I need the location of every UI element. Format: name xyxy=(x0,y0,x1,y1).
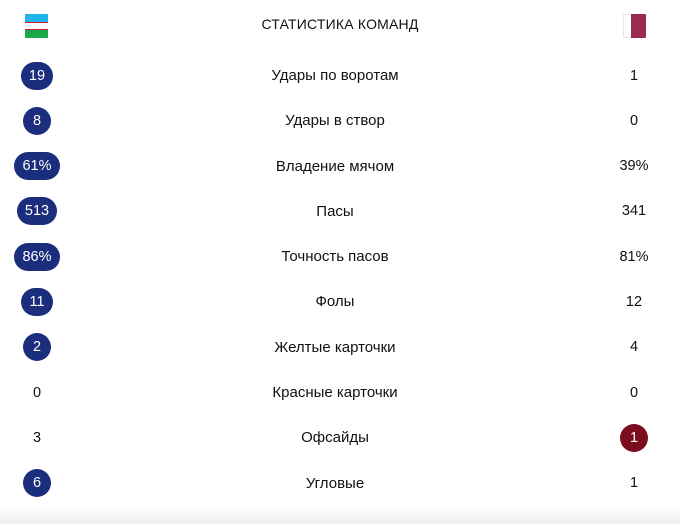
home-value-badge: 19 xyxy=(21,62,53,90)
away-value-cell xyxy=(596,144,672,189)
away-value: 4 xyxy=(629,339,639,356)
away-value: 1 xyxy=(629,67,639,84)
away-value: 81% xyxy=(619,248,649,265)
away-value-cell xyxy=(596,325,672,370)
stats-header xyxy=(0,0,680,52)
away-value: 1 xyxy=(629,475,639,492)
stat-row xyxy=(0,189,680,234)
away-value-cell xyxy=(596,98,672,143)
stat-label: Желтые карточки xyxy=(274,338,396,356)
stat-row xyxy=(0,234,680,279)
bottom-divider xyxy=(0,506,680,524)
stat-row xyxy=(0,279,680,324)
stat-row xyxy=(0,144,680,189)
home-value-cell xyxy=(0,234,74,279)
home-value-cell xyxy=(0,461,74,506)
away-value-cell xyxy=(596,53,672,98)
stat-row xyxy=(0,98,680,143)
home-value-badge: 6 xyxy=(23,469,51,497)
home-value-cell xyxy=(0,98,74,143)
home-value-cell xyxy=(0,189,74,234)
home-value-cell xyxy=(0,279,74,324)
stat-row xyxy=(0,53,680,98)
stat-row xyxy=(0,461,680,506)
home-value-cell xyxy=(0,144,74,189)
home-value-badge: 8 xyxy=(23,107,51,135)
stat-label: Удары по воротам xyxy=(271,67,399,84)
home-value-cell xyxy=(0,370,74,415)
home-value-badge: 513 xyxy=(17,197,57,225)
stat-label: Угловые xyxy=(305,474,365,492)
away-value-cell xyxy=(596,189,672,234)
stats-title: СТАТИСТИКА КОМАНД xyxy=(261,16,419,32)
stat-label: Точность пасов xyxy=(281,248,389,266)
home-value-badge: 61% xyxy=(14,152,59,180)
stat-row xyxy=(0,370,680,415)
stat-row xyxy=(0,415,680,460)
home-value-cell xyxy=(0,53,74,98)
away-value-badge: 1 xyxy=(620,424,648,452)
stat-label: Пасы xyxy=(316,202,354,220)
home-value-badge: 11 xyxy=(21,288,52,316)
away-value-cell xyxy=(596,415,672,460)
stat-label: Удары в створ xyxy=(285,112,385,130)
stat-label: Фолы xyxy=(315,293,355,311)
away-value-cell xyxy=(596,461,672,506)
home-value-badge: 86% xyxy=(14,243,59,271)
stats-list xyxy=(0,53,680,506)
home-value-cell xyxy=(0,415,74,460)
qatar-flag-icon xyxy=(623,14,646,38)
away-value: 0 xyxy=(629,384,639,401)
away-value-cell xyxy=(596,234,672,279)
home-value-cell xyxy=(0,325,74,370)
stat-label: Офсайды xyxy=(301,429,369,447)
away-value: 0 xyxy=(629,112,639,129)
stat-label: Владение мячом xyxy=(275,157,395,175)
away-value: 341 xyxy=(621,203,647,220)
stat-label: Красные карточки xyxy=(272,384,398,402)
away-value: 39% xyxy=(619,158,649,175)
stat-row xyxy=(0,325,680,370)
away-value-cell xyxy=(596,279,672,324)
away-value: 12 xyxy=(625,293,643,310)
home-value: 3 xyxy=(32,429,42,446)
home-value: 0 xyxy=(32,384,42,401)
home-value-badge: 2 xyxy=(23,333,51,361)
away-value-cell xyxy=(596,370,672,415)
